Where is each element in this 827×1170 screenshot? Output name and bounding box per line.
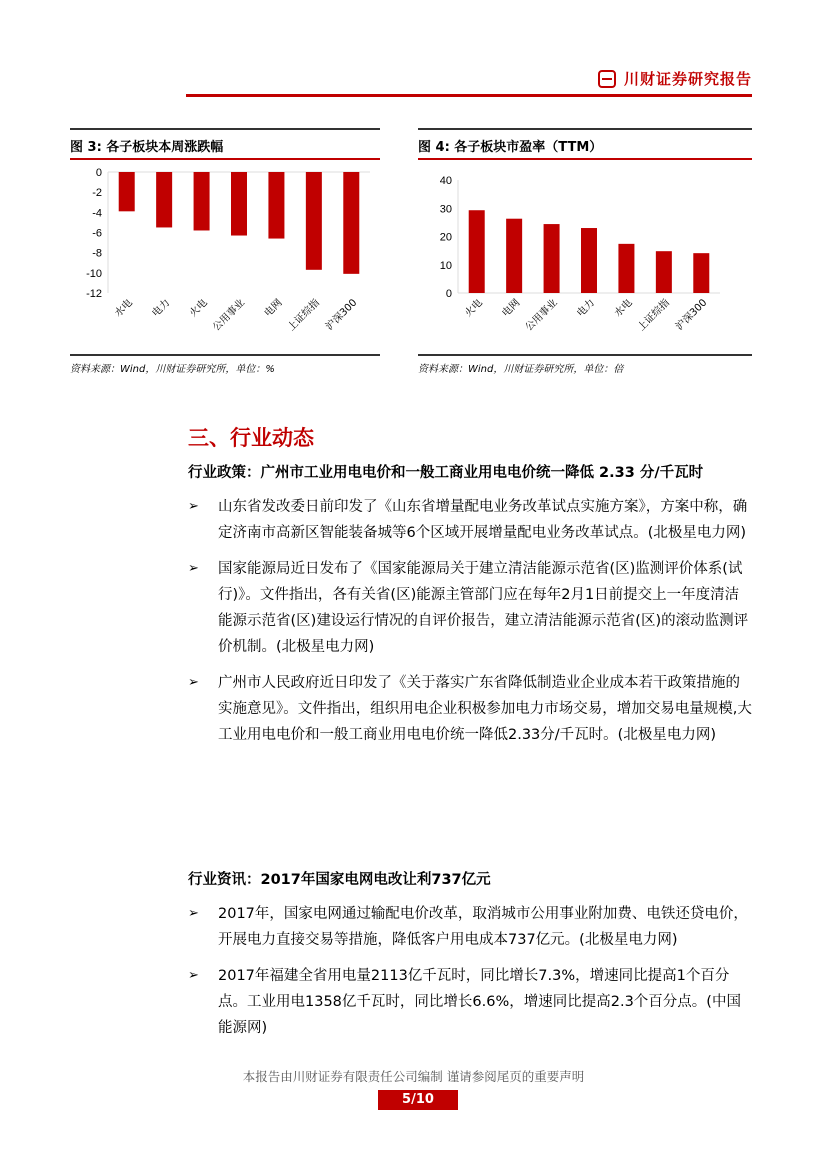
y-tick-label: -4: [92, 207, 102, 220]
bar: [268, 172, 284, 239]
figure-3-title: 图 3: 各子板块本周涨跌幅: [70, 130, 380, 160]
bar: [656, 251, 672, 293]
bar: [194, 172, 210, 230]
chart-weekly-change: [70, 160, 380, 350]
bar: [693, 253, 709, 293]
x-tick-label: 上证综指: [285, 297, 322, 334]
footer-disclaimer: 本报告由川财证券有限责任公司编制 谨请参阅尾页的重要声明: [242, 1069, 585, 1084]
list-item: ➢ 2017年，国家电网通过输配电价改革，取消城市公用事业附加费、电铁还贷电价，开展电力直接交易等措施，降低客户用电成本737亿元。(北极星电力网): [188, 901, 752, 953]
y-tick-label: -12: [86, 288, 102, 300]
bar: [581, 228, 597, 293]
page-number: 5/10: [378, 1090, 458, 1110]
news-heading: 行业资讯：2017年国家电网电改让利737亿元: [188, 872, 491, 888]
y-tick-label: 10: [439, 259, 452, 272]
figure-3-source: 资料来源：Wind，川财证券研究所，单位：%: [70, 354, 380, 375]
bar: [156, 172, 172, 227]
chart-pe-ratio: [418, 160, 752, 350]
policy-block: [188, 460, 752, 748]
y-tick-label: 30: [439, 203, 452, 216]
list-item: ➢ 2017年福建全省用电量2113亿千瓦时，同比增长7.3%，增速同比提高1个百分点。工业用电1358亿千瓦时，同比增长6.6%，增速同比提高2.3个百分点。(中国能源网): [188, 963, 752, 1041]
x-tick-label: 电网: [262, 297, 285, 320]
x-tick-label: 电力: [150, 297, 173, 320]
figure-3: [70, 128, 380, 375]
bar: [469, 210, 485, 293]
figure-4-title: 图 4: 各子板块市盈率（TTM）: [418, 130, 752, 160]
figure-4: [418, 128, 752, 375]
header-title: 川财证券研究报告: [623, 70, 752, 88]
x-tick-label: 公用事业: [523, 297, 560, 334]
bar: [119, 172, 135, 211]
list-item: ➢ 山东省发改委日前印发了《山东省增量配电业务改革试点实施方案》，方案中称，确定济南市高新区智能装备城等6个区域开展增量配电业务改革试点。(北极星电力网): [188, 494, 752, 546]
bar: [544, 224, 560, 293]
x-tick-label: 沪深300: [323, 297, 360, 333]
section-title: 三、行业动态: [188, 426, 314, 450]
x-tick-label: 水电: [612, 297, 635, 320]
y-tick-label: -2: [92, 187, 102, 200]
y-tick-label: 20: [439, 231, 452, 244]
news-block: [188, 867, 752, 1041]
x-tick-label: 火电: [462, 297, 485, 320]
x-tick-label: 公用事业: [211, 297, 248, 334]
bar: [618, 244, 634, 293]
x-tick-label: 火电: [187, 297, 210, 320]
x-tick-label: 沪深300: [673, 297, 710, 333]
bar: [506, 219, 522, 293]
y-tick-label: 0: [445, 288, 452, 300]
y-tick-label: 40: [439, 175, 452, 187]
y-tick-label: -8: [92, 247, 102, 260]
bar: [306, 172, 322, 270]
bar: [343, 172, 359, 274]
y-tick-label: -10: [86, 267, 102, 280]
list-item: ➢ 广州市人民政府近日印发了《关于落实广东省降低制造业企业成本若干政策措施的实施意见》。文件指出，组织用电企业积极参加电力市场交易，增加交易电量规模,大工业用电电价和一般工商业用电电价统一降低2.33分/千瓦时。(北极星电力网): [188, 670, 752, 748]
y-tick-label: 0: [95, 167, 102, 179]
x-tick-label: 电网: [500, 297, 523, 320]
list-item: ➢ 国家能源局近日发布了《国家能源局关于建立清洁能源示范省(区)监测评价体系(试行)》。文件指出，各有关省(区)能源主管部门应在每年2月1日前提交上一年度清洁能源示范省(区)建设运行情况的自评价报告，建立清洁能源示范省(区)的滚动监测评价机制。(北极星电力网): [188, 556, 752, 660]
x-tick-label: 水电: [112, 297, 135, 320]
report-header: [186, 68, 752, 97]
x-tick-label: 上证综指: [635, 297, 672, 334]
figure-4-source: 资料来源：Wind，川财证券研究所，单位：倍: [418, 354, 752, 375]
bar: [231, 172, 247, 236]
policy-heading: 行业政策：广州市工业用电电价和一般工商业用电电价统一降低 2.33 分/千瓦时: [188, 465, 704, 481]
logo-icon: [598, 70, 616, 88]
y-tick-label: -6: [92, 227, 102, 240]
x-tick-label: 电力: [575, 297, 598, 320]
